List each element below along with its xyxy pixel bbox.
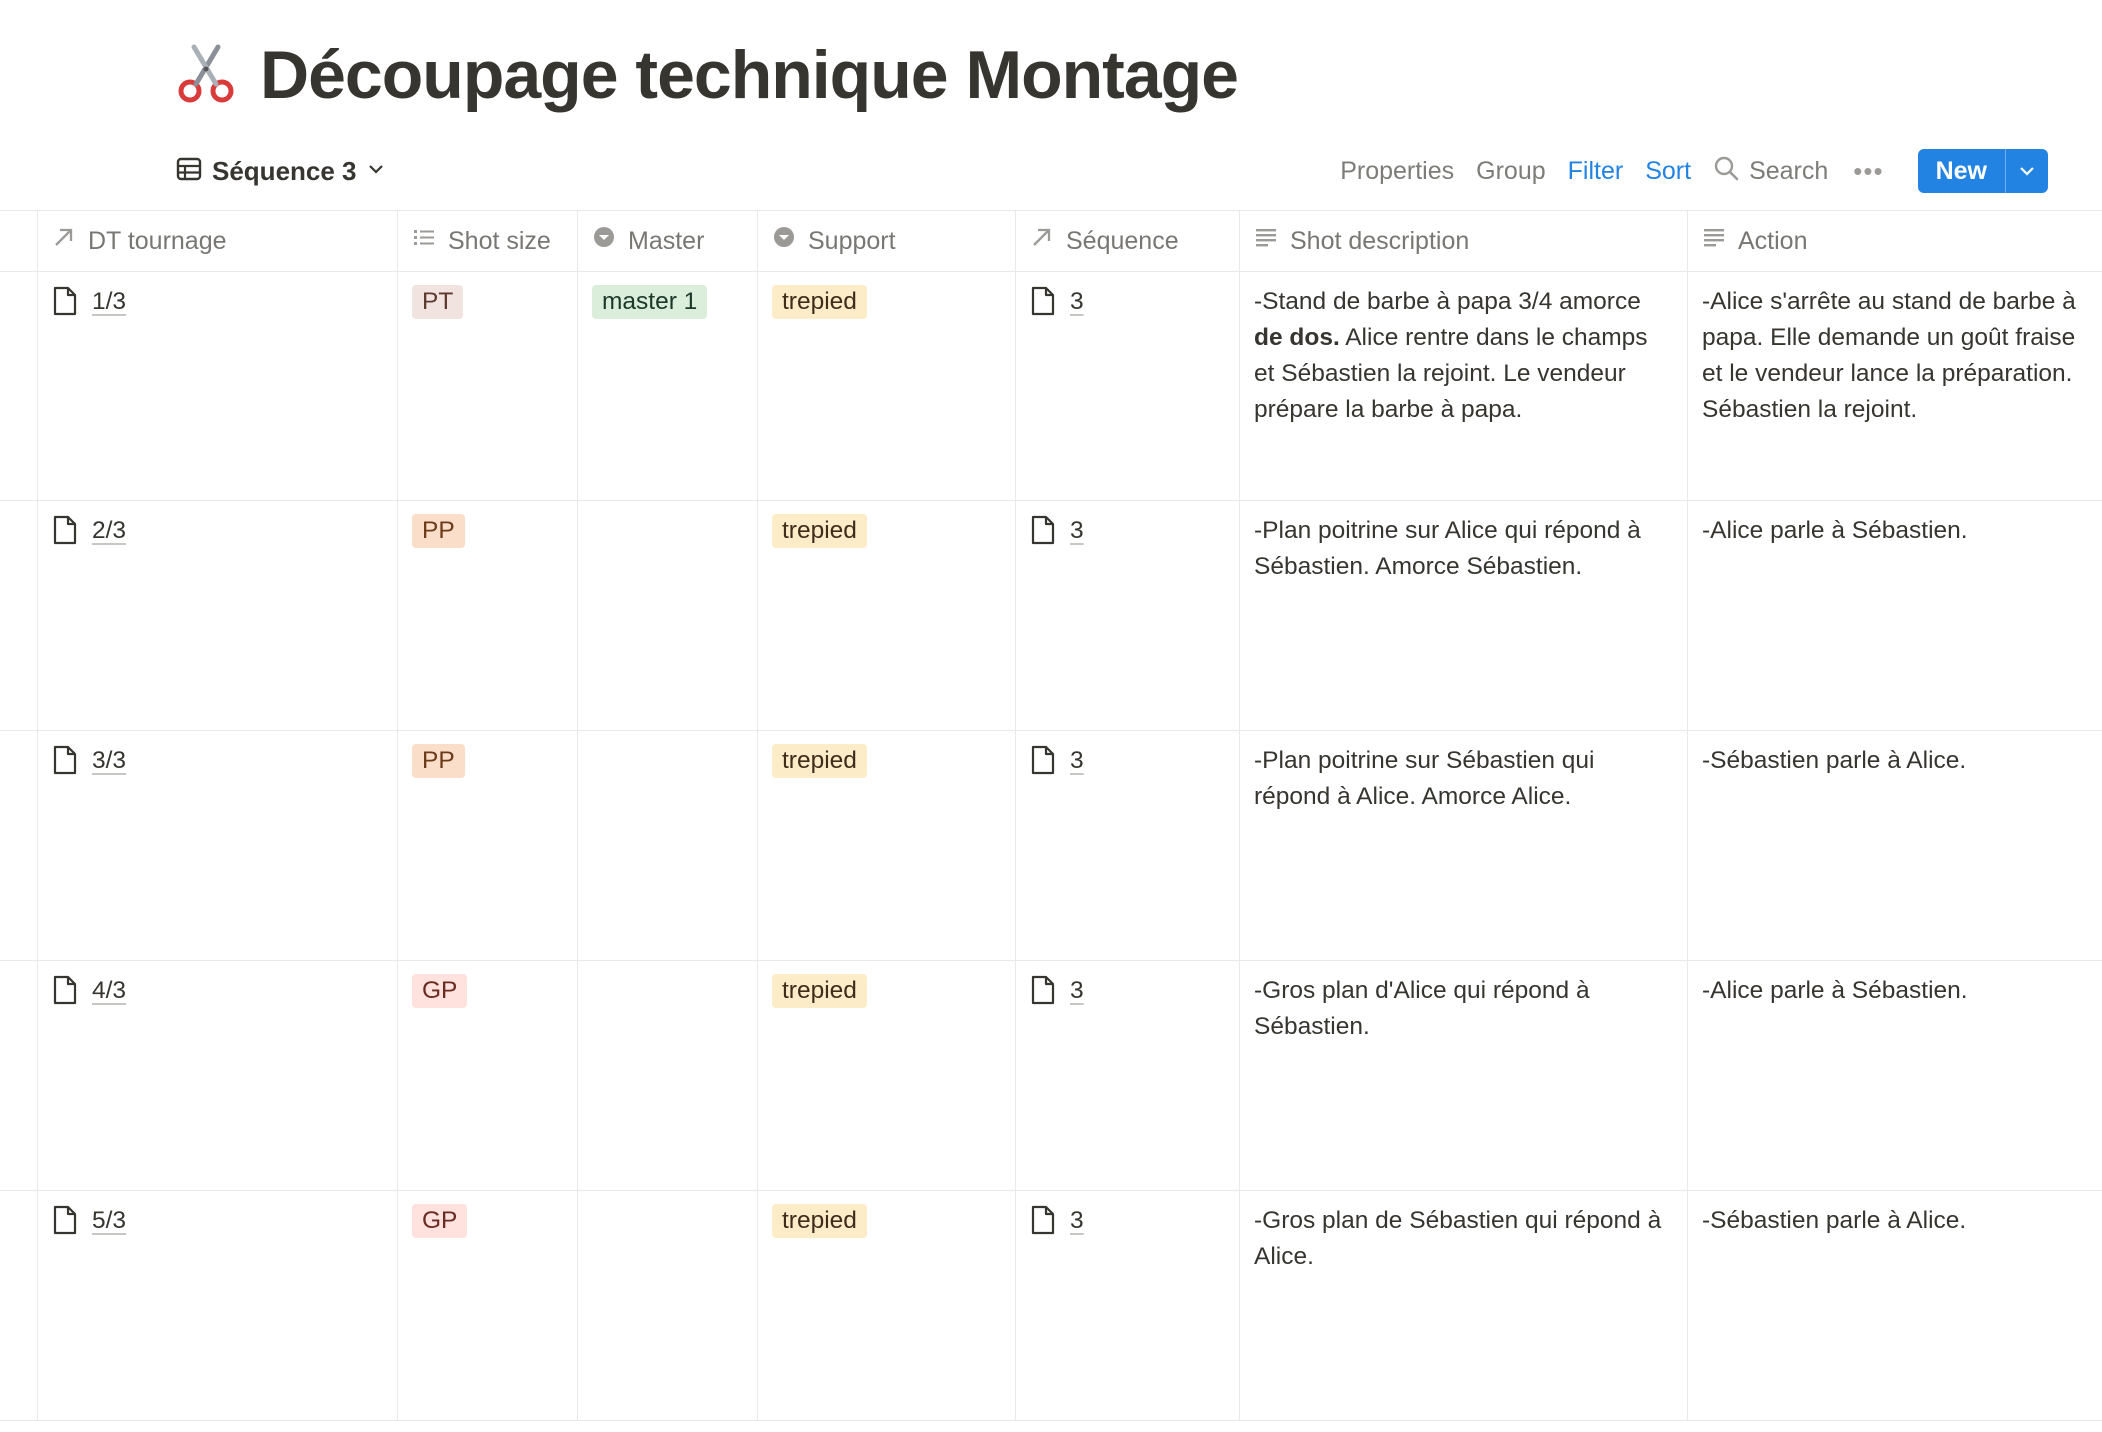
column-header-label: Shot description	[1290, 227, 1470, 255]
chevron-down-icon	[367, 160, 385, 183]
page-name[interactable]: 3	[1070, 747, 1084, 774]
column-header-master[interactable]	[578, 211, 758, 271]
select-icon	[592, 223, 616, 259]
page-icon	[1030, 975, 1056, 1016]
more-options-button[interactable]: •••	[1853, 155, 1884, 186]
action-text: -Alice s'arrête au stand de barbe à papa. Elle demande un goût fraise et le vendeur lance la préparation. Sébastien la rejoint.	[1702, 288, 2076, 423]
column-header-action[interactable]	[1688, 211, 2102, 271]
cell-shot-size[interactable]	[398, 272, 578, 500]
support-tag: trepied	[772, 744, 867, 778]
page-icon	[1030, 1205, 1056, 1246]
page-link[interactable]	[52, 743, 383, 786]
filter-button[interactable]: Filter	[1567, 156, 1624, 185]
row-gutter	[0, 731, 38, 960]
database-table	[0, 210, 2102, 1421]
page-icon	[1030, 745, 1056, 786]
column-header-dt-tournage[interactable]	[38, 211, 398, 271]
sort-button[interactable]: Sort	[1645, 156, 1692, 185]
page-link[interactable]	[1030, 284, 1225, 327]
support-tag: trepied	[772, 1204, 867, 1238]
select-icon	[772, 223, 796, 259]
column-header-label: Master	[628, 227, 705, 255]
page-link[interactable]	[52, 1203, 383, 1246]
relation-arrow-icon	[1030, 223, 1054, 259]
cell-dt-tournage[interactable]	[38, 1191, 398, 1420]
group-button[interactable]: Group	[1476, 156, 1546, 185]
view-switcher[interactable]	[176, 150, 385, 192]
support-tag: trepied	[772, 514, 867, 548]
shot-size-tag: PP	[412, 744, 465, 778]
column-header-label: Séquence	[1066, 227, 1179, 255]
cell-sequence[interactable]	[1016, 1191, 1240, 1420]
scissors-icon[interactable]	[170, 39, 242, 111]
cell-shot-size[interactable]	[398, 961, 578, 1190]
page-name[interactable]: 3/3	[92, 747, 127, 774]
properties-button[interactable]: Properties	[1340, 156, 1455, 185]
page-header	[170, 30, 1238, 120]
page-name[interactable]: 3	[1070, 288, 1084, 315]
cell-shot-description[interactable]	[1240, 731, 1688, 960]
cell-master[interactable]	[578, 501, 758, 730]
page-icon	[1030, 515, 1056, 556]
table-row[interactable]	[0, 961, 2102, 1191]
page-icon	[52, 515, 78, 556]
page-icon	[52, 1205, 78, 1246]
cell-shot-description[interactable]	[1240, 501, 1688, 730]
column-header-sequence[interactable]	[1016, 211, 1240, 271]
shot-size-tag: PP	[412, 514, 465, 548]
page-name[interactable]: 3	[1070, 1207, 1084, 1234]
action-text: -Alice parle à Sébastien.	[1702, 977, 1968, 1004]
table-row[interactable]	[0, 501, 2102, 731]
page-icon	[52, 745, 78, 786]
page-link[interactable]	[52, 284, 383, 327]
table-icon	[176, 156, 202, 187]
page-link[interactable]	[52, 513, 383, 556]
shot-size-tag: PT	[412, 285, 463, 319]
shot-size-tag: GP	[412, 974, 467, 1008]
cell-master[interactable]	[578, 961, 758, 1190]
cell-shot-size[interactable]	[398, 731, 578, 960]
cell-dt-tournage[interactable]	[38, 961, 398, 1190]
action-text: -Alice parle à Sébastien.	[1702, 517, 1968, 544]
desc-text: -Stand de barbe à papa 3/4 amorce	[1254, 288, 1641, 315]
search-icon	[1713, 155, 1739, 188]
new-button[interactable]	[1918, 149, 2048, 193]
column-header-label: DT tournage	[88, 227, 227, 255]
shot-size-tag: GP	[412, 1204, 467, 1238]
cell-sequence[interactable]	[1016, 961, 1240, 1190]
cell-support[interactable]	[758, 501, 1016, 730]
page-name[interactable]: 3	[1070, 977, 1084, 1004]
column-header-support[interactable]	[758, 211, 1016, 271]
table-header	[0, 211, 2102, 272]
page-name[interactable]: 1/3	[92, 288, 127, 315]
page-icon	[52, 286, 78, 327]
relation-arrow-icon	[52, 223, 76, 259]
cell-sequence[interactable]	[1016, 731, 1240, 960]
column-header-label: Action	[1738, 227, 1808, 255]
column-header-label: Shot size	[448, 227, 551, 255]
page-icon	[52, 975, 78, 1016]
page-link[interactable]	[1030, 743, 1225, 786]
cell-support[interactable]	[758, 1191, 1016, 1420]
cell-support[interactable]	[758, 731, 1016, 960]
column-header-shot-description[interactable]	[1240, 211, 1688, 271]
view-name: Séquence 3	[212, 155, 357, 186]
cell-action[interactable]	[1688, 1191, 2102, 1420]
cell-shot-description[interactable]	[1240, 272, 1688, 500]
cell-shot-size[interactable]	[398, 1191, 578, 1420]
action-text: -Sébastien parle à Alice.	[1702, 747, 1967, 774]
cell-shot-size[interactable]	[398, 501, 578, 730]
page-name[interactable]: 2/3	[92, 517, 127, 544]
page-title[interactable]: Découpage technique Montage	[260, 37, 1238, 113]
support-tag: trepied	[772, 974, 867, 1008]
cell-sequence[interactable]	[1016, 272, 1240, 500]
text-icon	[1702, 223, 1726, 259]
column-header-label: Support	[808, 227, 896, 255]
support-tag: trepied	[772, 285, 867, 319]
cell-shot-description[interactable]	[1240, 961, 1688, 1190]
cell-support[interactable]	[758, 272, 1016, 500]
search-label: Search	[1749, 156, 1829, 185]
desc-bold-text: de dos.	[1254, 324, 1340, 351]
cell-master[interactable]	[578, 731, 758, 960]
row-gutter	[0, 961, 38, 1190]
page-icon	[1030, 286, 1056, 327]
page-name[interactable]: 3	[1070, 517, 1084, 544]
cell-action[interactable]	[1688, 272, 2102, 500]
action-text: -Sébastien parle à Alice.	[1702, 1207, 1967, 1234]
page-name[interactable]: 5/3	[92, 1207, 127, 1234]
desc-text: -Plan poitrine sur Alice qui répond à Sébastien. Amorce Sébastien.	[1254, 517, 1641, 580]
master-tag: master 1	[592, 285, 707, 319]
row-gutter	[0, 211, 38, 271]
desc-text: -Gros plan de Sébastien qui répond à Alice.	[1254, 1207, 1662, 1270]
page-link[interactable]	[1030, 973, 1225, 1016]
cell-action[interactable]	[1688, 731, 2102, 960]
list-icon	[412, 223, 436, 259]
cell-action[interactable]	[1688, 501, 2102, 730]
database-toolbar	[1329, 148, 2048, 194]
cell-master[interactable]	[578, 1191, 758, 1420]
chevron-down-icon[interactable]	[2006, 149, 2048, 193]
cell-dt-tournage[interactable]	[38, 731, 398, 960]
table-row[interactable]	[0, 1191, 2102, 1421]
text-icon	[1254, 223, 1278, 259]
cell-action[interactable]	[1688, 961, 2102, 1190]
table-body	[0, 272, 2102, 1421]
cell-dt-tournage[interactable]	[38, 501, 398, 730]
column-header-shot-size[interactable]	[398, 211, 578, 271]
cell-master[interactable]	[578, 272, 758, 500]
cell-shot-description[interactable]	[1240, 1191, 1688, 1420]
row-gutter	[0, 1191, 38, 1420]
desc-text: -Plan poitrine sur Sébastien qui répond à Alice. Amorce Alice.	[1254, 747, 1595, 810]
page-link[interactable]	[52, 973, 383, 1016]
table-row[interactable]	[0, 272, 2102, 501]
page-link[interactable]	[1030, 513, 1225, 556]
table-row[interactable]	[0, 731, 2102, 961]
search-button[interactable]	[1702, 149, 1839, 193]
desc-text: Alice rentre dans le champs et Sébastien la rejoint. Le vendeur prépare la barbe à papa.	[1254, 324, 1648, 423]
page-link[interactable]	[1030, 1203, 1225, 1246]
row-gutter	[0, 501, 38, 730]
row-gutter	[0, 272, 38, 500]
cell-sequence[interactable]	[1016, 501, 1240, 730]
new-button-label[interactable]: New	[1918, 149, 2006, 193]
desc-text: -Gros plan d'Alice qui répond à Sébastien.	[1254, 977, 1590, 1040]
cell-support[interactable]	[758, 961, 1016, 1190]
cell-dt-tournage[interactable]	[38, 272, 398, 500]
page-name[interactable]: 4/3	[92, 977, 127, 1004]
